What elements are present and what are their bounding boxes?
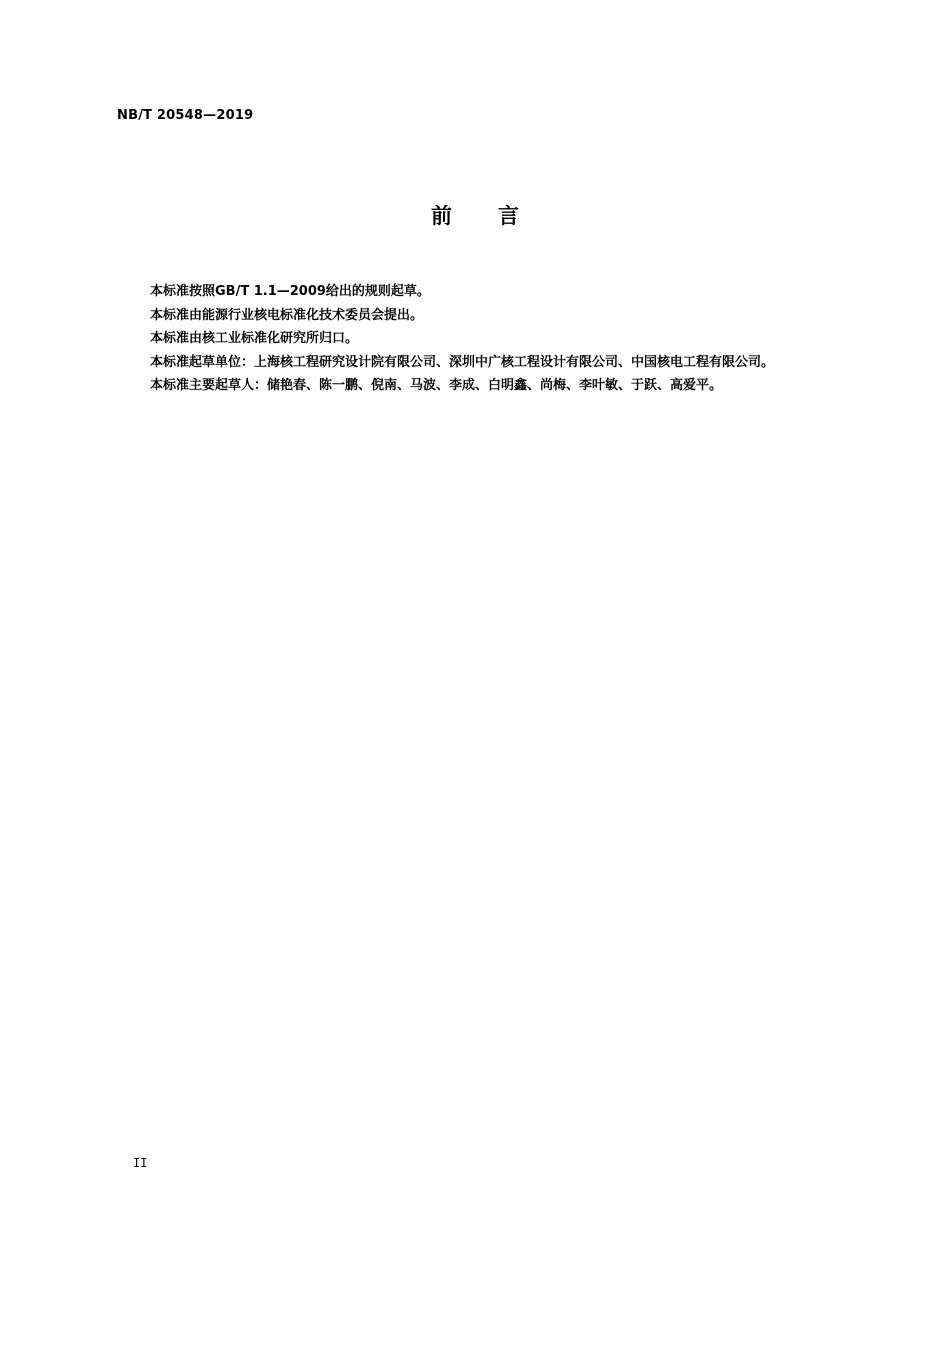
section-title: 前言 <box>431 204 565 228</box>
page-number: II <box>133 1156 148 1170</box>
foreword-body <box>117 280 817 398</box>
paragraph-drafting-rules: 本标准按照GB/T 1.1—2009给出的规则起草。 <box>150 284 430 299</box>
paragraph-drafters: 本标准主要起草人：储艳春、陈一鹏、倪南、马波、李成、白明鑫、尚梅、李叶敏、于跃、高爱平。 <box>150 378 723 393</box>
paragraph-proposer: 本标准由能源行业核电标准化技术委员会提出。 <box>150 307 424 323</box>
paragraph-administrator: 本标准由核工业标准化研究所归口。 <box>150 331 359 346</box>
paragraph-drafting-units: 本标准起草单位：上海核工程研究设计院有限公司、深圳中广核工程设计有限公司、中国核电工程有限公司。 <box>150 354 775 370</box>
document-code: NB/T 20548—2019 <box>117 108 254 123</box>
